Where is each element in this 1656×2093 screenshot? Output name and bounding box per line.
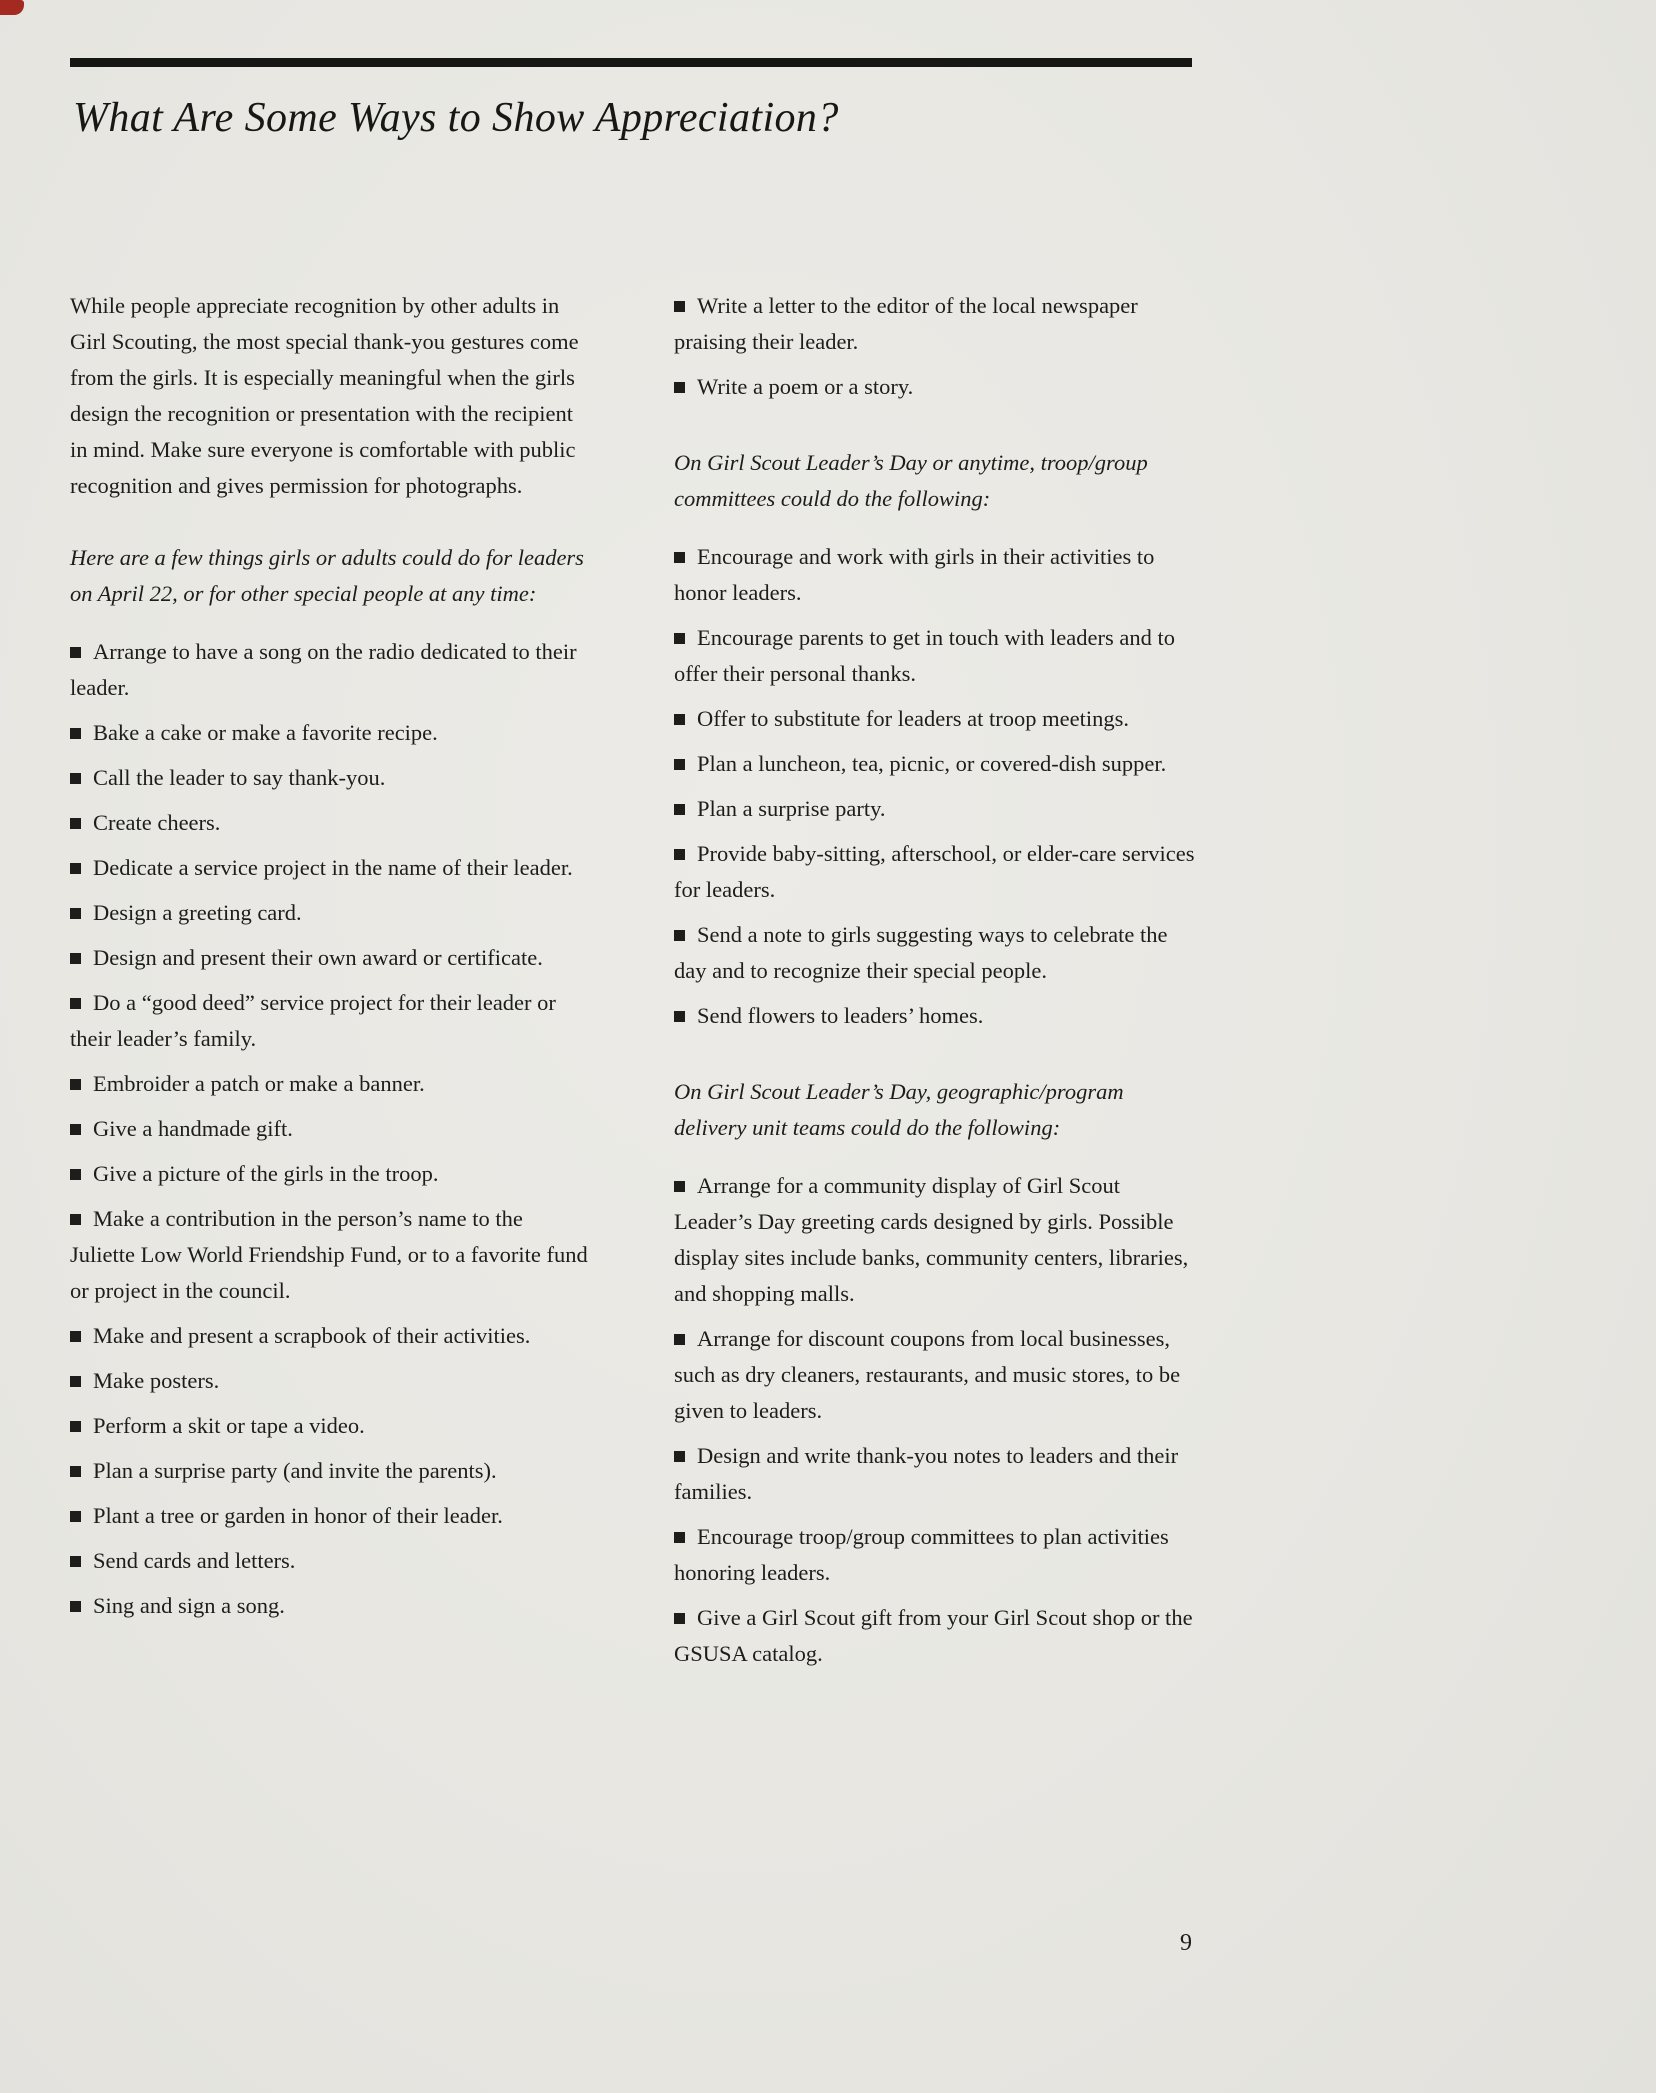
bullet-text: Provide baby-sitting, afterschool, or elder-care services for leaders. — [674, 841, 1195, 902]
list-item — [70, 895, 588, 931]
list-item — [674, 369, 1196, 405]
bullet-text: Plan a surprise party (and invite the parents). — [93, 1458, 497, 1483]
bullet-square-icon — [674, 301, 685, 312]
bullet-square-icon — [674, 552, 685, 563]
left-column — [70, 288, 588, 1681]
bullet-square-icon — [674, 1011, 685, 1022]
bullet-text: Arrange for discount coupons from local businesses, such as dry cleaners, restaurants, and music stores, to be given to leaders. — [674, 1326, 1181, 1423]
list-item — [674, 620, 1196, 692]
bullet-text: Give a Girl Scout gift from your Girl Scout shop or the GSUSA catalog. — [674, 1605, 1193, 1666]
bullet-square-icon — [674, 714, 685, 725]
bullet-text: Send a note to girls suggesting ways to celebrate the day and to recognize their special people. — [674, 922, 1168, 983]
bullet-square-icon — [70, 1169, 81, 1180]
bullet-text: Make and present a scrapbook of their activities. — [93, 1323, 531, 1348]
bullet-square-icon — [674, 1181, 685, 1192]
bullet-text: Design and write thank-you notes to leaders and their families. — [674, 1443, 1179, 1504]
bullet-square-icon — [70, 1331, 81, 1342]
list-item — [70, 1408, 588, 1444]
bullet-text: Give a picture of the girls in the troop. — [93, 1161, 439, 1186]
bullet-square-icon — [70, 1214, 81, 1225]
bullet-text: Bake a cake or make a favorite recipe. — [93, 720, 438, 745]
bullet-square-icon — [70, 1376, 81, 1387]
list-item — [70, 1498, 588, 1534]
bullet-text: Give a handmade gift. — [93, 1116, 293, 1141]
list-item — [70, 850, 588, 886]
list-item — [674, 288, 1196, 360]
bullet-square-icon — [70, 998, 81, 1009]
bullet-square-icon — [674, 382, 685, 393]
list-item — [674, 791, 1196, 827]
bullet-square-icon — [674, 633, 685, 644]
bullet-square-icon — [674, 1613, 685, 1624]
two-column-layout — [70, 288, 1196, 1681]
bullet-square-icon — [70, 818, 81, 829]
bullet-square-icon — [70, 728, 81, 739]
bullet-text: Sing and sign a song. — [93, 1593, 285, 1618]
bullet-square-icon — [70, 1466, 81, 1477]
list-item — [674, 701, 1196, 737]
bullet-square-icon — [70, 953, 81, 964]
bullet-text: Do a “good deed” service project for their leader or their leader’s family. — [70, 990, 556, 1051]
section3-heading: On Girl Scout Leader’s Day, geographic/program delivery unit teams could do the following: — [674, 1079, 1124, 1140]
list-item — [70, 1588, 588, 1624]
bullet-square-icon — [674, 930, 685, 941]
bullet-square-icon — [70, 1079, 81, 1090]
section1-bullet-list-continued — [674, 288, 1196, 405]
list-item — [70, 805, 588, 841]
bullet-text: Arrange for a community display of Girl Scout Leader’s Day greeting cards designed by girls. Possible display sites include banks, community centers, libraries, and shopping malls. — [674, 1173, 1189, 1306]
bullet-square-icon — [674, 1334, 685, 1345]
list-item — [70, 985, 588, 1057]
bullet-square-icon — [674, 1532, 685, 1543]
bullet-text: Send cards and letters. — [93, 1548, 296, 1573]
list-item — [70, 1543, 588, 1579]
bullet-square-icon — [70, 1601, 81, 1612]
bullet-text: Design and present their own award or certificate. — [93, 945, 543, 970]
bullet-square-icon — [674, 804, 685, 815]
list-item — [674, 1519, 1196, 1591]
section3-bullet-list — [674, 1168, 1196, 1672]
list-item — [70, 1156, 588, 1192]
bullet-text: Design a greeting card. — [93, 900, 302, 925]
scan-artifact-mark — [0, 0, 24, 15]
list-item — [674, 1168, 1196, 1312]
list-item — [674, 836, 1196, 908]
bullet-text: Make a contribution in the person’s name to the Juliette Low World Friendship Fund, or to a favorite fund or project in the council. — [70, 1206, 588, 1303]
bullet-square-icon — [70, 1421, 81, 1432]
list-item — [70, 715, 588, 751]
bullet-text: Send flowers to leaders’ homes. — [697, 1003, 984, 1028]
bullet-text: Encourage parents to get in touch with leaders and to offer their personal thanks. — [674, 625, 1175, 686]
bullet-text: Write a letter to the editor of the local newspaper praising their leader. — [674, 293, 1138, 354]
section1-heading: Here are a few things girls or adults could do for leaders on April 22, or for other special people at any time: — [70, 545, 584, 606]
page-title: What Are Some Ways to Show Appreciation? — [73, 95, 839, 141]
section1-bullet-list — [70, 634, 588, 1624]
list-item — [70, 1453, 588, 1489]
list-item — [674, 917, 1196, 989]
intro-paragraph: While people appreciate recognition by other adults in Girl Scouting, the most special thank-you gestures come from the girls. It is especially meaningful when the girls design the recognition or presentation with the recipient in mind. Make sure everyone is comfortable with public recognition and gives permission for photographs. — [70, 293, 579, 498]
page-number: 9 — [1180, 1930, 1192, 1956]
bullet-text: Create cheers. — [93, 810, 221, 835]
bullet-text: Dedicate a service project in the name of their leader. — [93, 855, 573, 880]
bullet-text: Plan a luncheon, tea, picnic, or covered-dish supper. — [697, 751, 1167, 776]
bullet-square-icon — [70, 908, 81, 919]
bullet-text: Plant a tree or garden in honor of their leader. — [93, 1503, 503, 1528]
bullet-text: Call the leader to say thank-you. — [93, 765, 386, 790]
bullet-text: Arrange to have a song on the radio dedicated to their leader. — [70, 639, 577, 700]
list-item — [70, 1363, 588, 1399]
list-item — [674, 1321, 1196, 1429]
bullet-square-icon — [70, 773, 81, 784]
list-item — [70, 1318, 588, 1354]
bullet-square-icon — [674, 849, 685, 860]
bullet-text: Write a poem or a story. — [697, 374, 914, 399]
section2-heading: On Girl Scout Leader’s Day or anytime, troop/group committees could do the following: — [674, 450, 1148, 511]
bullet-text: Encourage troop/group committees to plan activities honoring leaders. — [674, 1524, 1169, 1585]
bullet-square-icon — [70, 863, 81, 874]
list-item — [674, 539, 1196, 611]
section2-bullet-list — [674, 539, 1196, 1034]
bullet-square-icon — [70, 647, 81, 658]
top-rule — [70, 58, 1192, 67]
list-item — [70, 1111, 588, 1147]
bullet-text: Plan a surprise party. — [697, 796, 886, 821]
bullet-square-icon — [70, 1511, 81, 1522]
bullet-text: Embroider a patch or make a banner. — [93, 1071, 425, 1096]
list-item — [674, 1438, 1196, 1510]
bullet-text: Encourage and work with girls in their activities to honor leaders. — [674, 544, 1155, 605]
list-item — [674, 998, 1196, 1034]
bullet-square-icon — [70, 1556, 81, 1567]
list-item — [70, 940, 588, 976]
bullet-text: Perform a skit or tape a video. — [93, 1413, 365, 1438]
bullet-square-icon — [674, 759, 685, 770]
list-item — [674, 1600, 1196, 1672]
bullet-square-icon — [674, 1451, 685, 1462]
bullet-square-icon — [70, 1124, 81, 1135]
list-item — [70, 1201, 588, 1309]
list-item — [70, 634, 588, 706]
list-item — [70, 760, 588, 796]
list-item — [674, 746, 1196, 782]
right-column — [674, 288, 1196, 1681]
list-item — [70, 1066, 588, 1102]
bullet-text: Make posters. — [93, 1368, 220, 1393]
bullet-text: Offer to substitute for leaders at troop meetings. — [697, 706, 1129, 731]
